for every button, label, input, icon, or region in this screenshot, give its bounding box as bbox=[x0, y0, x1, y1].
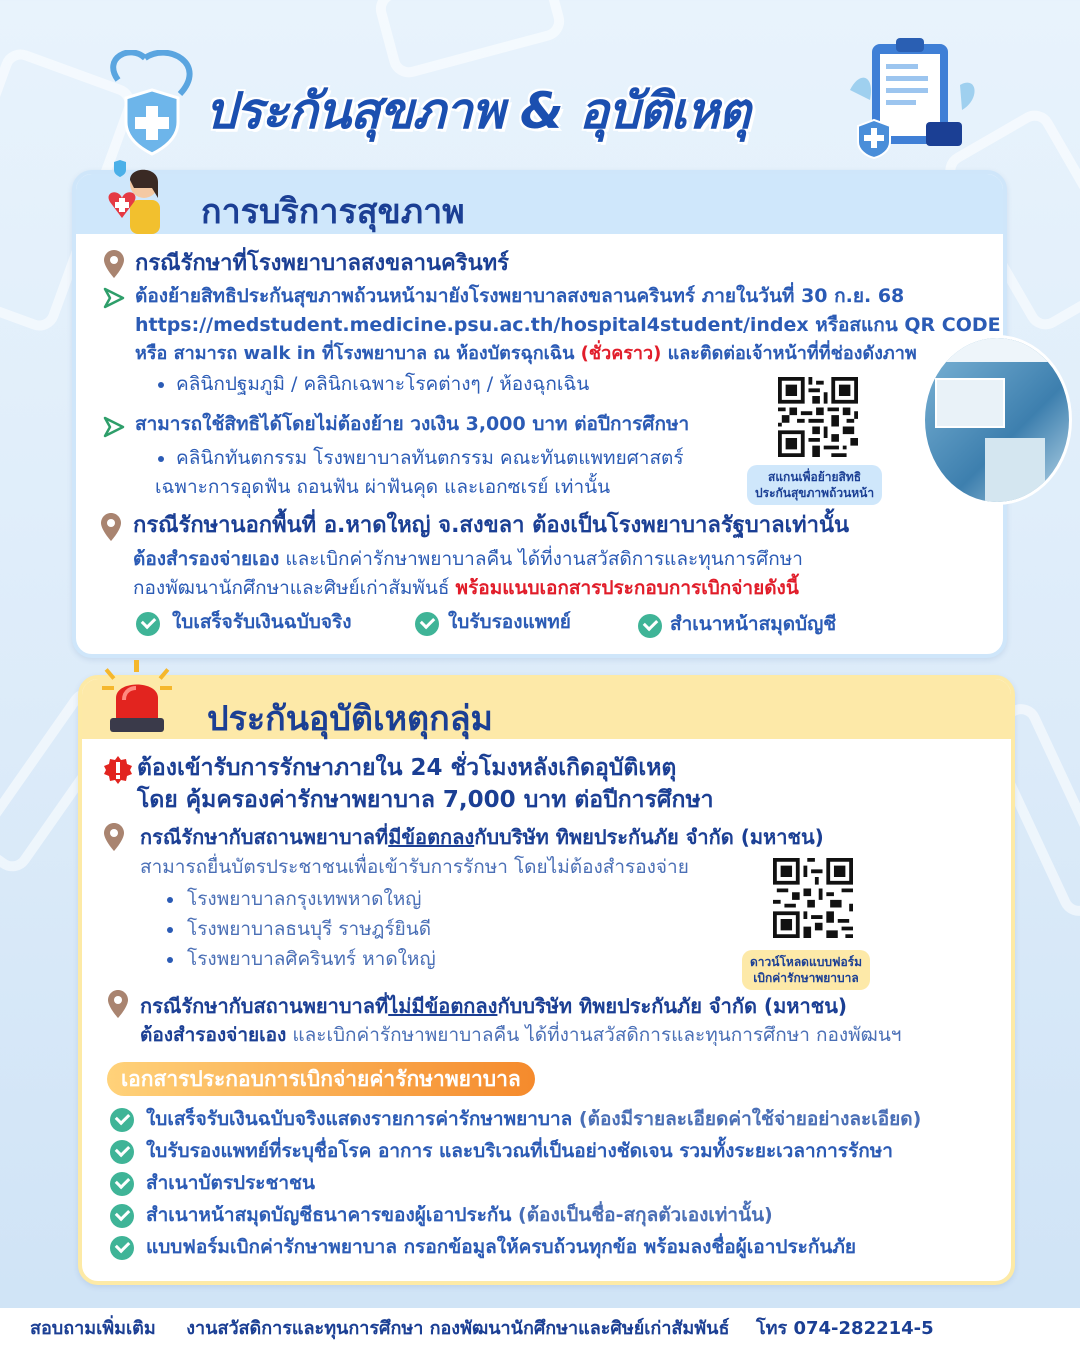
case2-line1 bbox=[133, 545, 803, 573]
caseA-desc: สามารถยื่นบัตรประชาชนเพื่อเข้ารับการรักษา โดยไม่ต้องสำรองจ่าย bbox=[140, 856, 689, 878]
claim-doc-item bbox=[146, 1169, 315, 1197]
bullet bbox=[167, 927, 173, 933]
walkin-contact: และติดต่อเจ้าหน้าที่ที่ช่องดังภาพ bbox=[661, 343, 917, 364]
arrow-right-icon bbox=[103, 416, 125, 438]
caseA-company: กับบริษัท ทิพยประกันภัย จำกัด (มหาชน) bbox=[474, 825, 824, 849]
caseB-company: กับบริษัท ทิพยประกันภัย จำกัด (มหาชน) bbox=[497, 994, 848, 1018]
check-icon bbox=[136, 612, 160, 636]
qr-label-line: ดาวน์โหลดแบบฟอร์ม bbox=[750, 955, 863, 969]
bullet bbox=[167, 897, 173, 903]
qr-code-icon[interactable] bbox=[773, 858, 853, 938]
caseA-pre: กรณีรักษากับสถานพยาบาลที่ bbox=[140, 825, 389, 849]
reimburse-text: และเบิกค่ารักษาพยาบาลคืน ได้ที่งานสวัสดิการและทุนการศึกษา bbox=[279, 548, 803, 570]
claim-doc-text: แบบฟอร์มเบิกค่ารักษาพยาบาล กรอกข้อมูลให้ครบถ้วนทุกข้อ พร้อมลงชื่อผู้เอาประกันภัย bbox=[146, 1236, 857, 1258]
doc-bankbook: สำเนาหน้าสมุดบัญชี bbox=[670, 613, 837, 635]
location-pin-icon bbox=[103, 823, 125, 851]
claim-docs-title: เอกสารประกอบการเบิกจ่ายค่ารักษาพยาบาล bbox=[107, 1062, 535, 1096]
location-pin-icon bbox=[100, 513, 122, 541]
claim-doc-text: สำเนาหน้าสมุดบัญชีธนาคารของผู้เอาประกัน bbox=[146, 1204, 519, 1226]
claim-doc-text: สำเนาบัตรประชาชน bbox=[146, 1172, 315, 1194]
doc-receipt: ใบเสร็จรับเงินฉบับจริง bbox=[172, 611, 352, 633]
caseB-pre: กรณีรักษากับสถานพยาบาลที่ bbox=[140, 994, 389, 1018]
claim-doc-item bbox=[146, 1137, 893, 1165]
footer-contact bbox=[0, 1308, 1080, 1350]
arrow-right-icon bbox=[103, 287, 125, 309]
temporary-note: (ชั่วคราว) bbox=[580, 343, 662, 364]
bullet bbox=[158, 382, 164, 388]
reimburse-text: และเบิกค่ารักษาพยาบาลคืน ได้ที่งานสวัสดิการและทุนการศึกษา กองพัฒนฯ bbox=[286, 1024, 902, 1046]
accident-alert-line1: ต้องเข้ารับการรักษาภายใน 24 ชั่วโมงหลังเกิดอุบัติเหตุ bbox=[137, 755, 677, 781]
check-icon bbox=[638, 614, 662, 638]
check-icon bbox=[110, 1108, 134, 1132]
doc-medical-cert: ใบรับรองแพทย์ bbox=[448, 611, 571, 633]
qr-code-icon[interactable] bbox=[778, 377, 858, 457]
hospital-item: โรงพยาบาลศิครินทร์ หาดใหญ่ bbox=[187, 948, 436, 970]
footer-phone[interactable]: โทร 074-282214-5 bbox=[756, 1318, 934, 1339]
case1-heading: กรณีรักษาที่โรงพยาบาลสงขลานครินทร์ bbox=[135, 251, 509, 276]
case2-line2 bbox=[133, 574, 799, 602]
qr-label-line: สแกนเพื่อย้ายสิทธิ bbox=[768, 470, 862, 484]
health-card-title: การบริการสุขภาพ bbox=[201, 192, 465, 232]
accident-card-title: ประกันอุบัติเหตุกลุ่ม bbox=[207, 699, 493, 739]
footer-label: สอบถามเพิ่มเติม bbox=[30, 1318, 156, 1339]
office-text: กองพัฒนานักศึกษาและศิษย์เก่าสัมพันธ์ bbox=[133, 577, 456, 599]
check-icon bbox=[110, 1140, 134, 1164]
qr-label-download bbox=[742, 950, 870, 990]
case1-line4: สามารถใช้สิทธิได้โดยไม่ต้องย้าย วงเงิน 3,000 บาท ต่อปีการศึกษา bbox=[135, 413, 690, 435]
case1-url[interactable]: https://medstudent.medicine.psu.ac.th/hospital4student/index หรือสแกน QR CODE bbox=[135, 314, 1001, 336]
advance-pay-text: ต้องสำรองจ่ายเอง bbox=[140, 1024, 287, 1046]
caseB-heading bbox=[140, 992, 847, 1020]
qr-label-line: ประกันสุขภาพถ้วนหน้า bbox=[755, 486, 875, 500]
walkin-text: หรือ สามารถ walk in ที่โรงพยาบาล ณ ห้องบัตรฉุกเฉิน bbox=[135, 343, 581, 364]
case2-heading: กรณีรักษานอกพื้นที่ อ.หาดใหญ่ จ.สงขลา ต้องเป็นโรงพยาบาลรัฐบาลเท่านั้น bbox=[133, 513, 850, 538]
footer-office: งานสวัสดิการและทุนการศึกษา กองพัฒนานักศึกษาและศิษย์เก่าสัมพันธ์ bbox=[186, 1318, 730, 1339]
clipboard-icon bbox=[850, 30, 980, 160]
page-title: ประกันสุขภาพ & อุบัติเหตุ bbox=[205, 82, 750, 140]
exclamation-badge-icon bbox=[103, 755, 133, 785]
claim-doc-item bbox=[146, 1201, 773, 1229]
shield-plus-icon bbox=[90, 50, 200, 160]
caseA-heading bbox=[140, 823, 824, 851]
claim-doc-text: ใบรับรองแพทย์ที่ระบุชื่อโรค อาการ และบริเวณที่เป็นอย่างชัดเจน รวมทั้งระยะเวลาการรักษา bbox=[146, 1140, 893, 1162]
claim-doc-note: (ต้องมีรายละเอียดค่าใช้จ่ายอย่างละเอียด) bbox=[578, 1108, 922, 1130]
caseA-agreement: มีข้อตกลง bbox=[388, 825, 475, 849]
claim-doc-item bbox=[146, 1233, 856, 1261]
bullet bbox=[158, 456, 164, 462]
caseB-no-agreement: ไม่มีข้อตกลง bbox=[388, 994, 498, 1018]
advance-pay-text: ต้องสำรองจ่ายเอง bbox=[133, 548, 280, 570]
counter-photo bbox=[922, 335, 1072, 505]
bullet bbox=[167, 957, 173, 963]
case1-walkin bbox=[135, 340, 917, 368]
claim-doc-text: ใบเสร็จรับเงินฉบับจริงแสดงรายการค่ารักษาพยาบาล bbox=[146, 1108, 579, 1130]
check-icon bbox=[110, 1204, 134, 1228]
woman-heart-icon bbox=[100, 158, 170, 238]
check-icon bbox=[110, 1172, 134, 1196]
case1-bullet2: คลินิกทันตกรรม โรงพยาบาลทันตกรรม คณะทันตแพทยศาสตร์ bbox=[176, 447, 684, 469]
case1-line1: ต้องย้ายสิทธิประกันสุขภาพถ้วนหน้ามายังโรงพยาบาลสงขลานครินทร์ ภายในวันที่ 30 ก.ย. 68 bbox=[135, 285, 905, 307]
accident-alert-line2: โดย คุ้มครองค่ารักษาพยาบาล 7,000 บาท ต่อปีการศึกษา bbox=[137, 787, 714, 813]
location-pin-icon bbox=[107, 990, 129, 1018]
qr-label-line: เบิกค่ารักษาพยาบาล bbox=[753, 971, 859, 985]
qr-label-transfer bbox=[747, 465, 882, 505]
attach-docs-note: พร้อมแนบเอกสารประกอบการเบิกจ่ายดังนี้ bbox=[455, 577, 799, 599]
check-icon bbox=[110, 1236, 134, 1260]
check-icon bbox=[415, 612, 439, 636]
case1-bullet1: คลินิกปฐมภูมิ / คลินิกเฉพาะโรคต่างๆ / ห้องฉุกเฉิน bbox=[176, 373, 590, 395]
location-pin-icon bbox=[103, 250, 125, 278]
hospital-item: โรงพยาบาลกรุงเทพหาดใหญ่ bbox=[187, 888, 422, 910]
siren-icon bbox=[92, 658, 182, 738]
claim-doc-note: (ต้องเป็นชื่อ-สกุลตัวเองเท่านั้น) bbox=[518, 1204, 773, 1226]
caseB-desc bbox=[140, 1021, 901, 1049]
claim-doc-item bbox=[146, 1105, 921, 1133]
case1-bullet2b: เฉพาะการอุดฟัน ถอนฟัน ผ่าฟันคุด และเอกซเรย์ เท่านั้น bbox=[155, 476, 611, 498]
header bbox=[0, 0, 1080, 170]
hospital-item: โรงพยาบาลธนบุรี ราษฎร์ยินดี bbox=[187, 918, 432, 940]
